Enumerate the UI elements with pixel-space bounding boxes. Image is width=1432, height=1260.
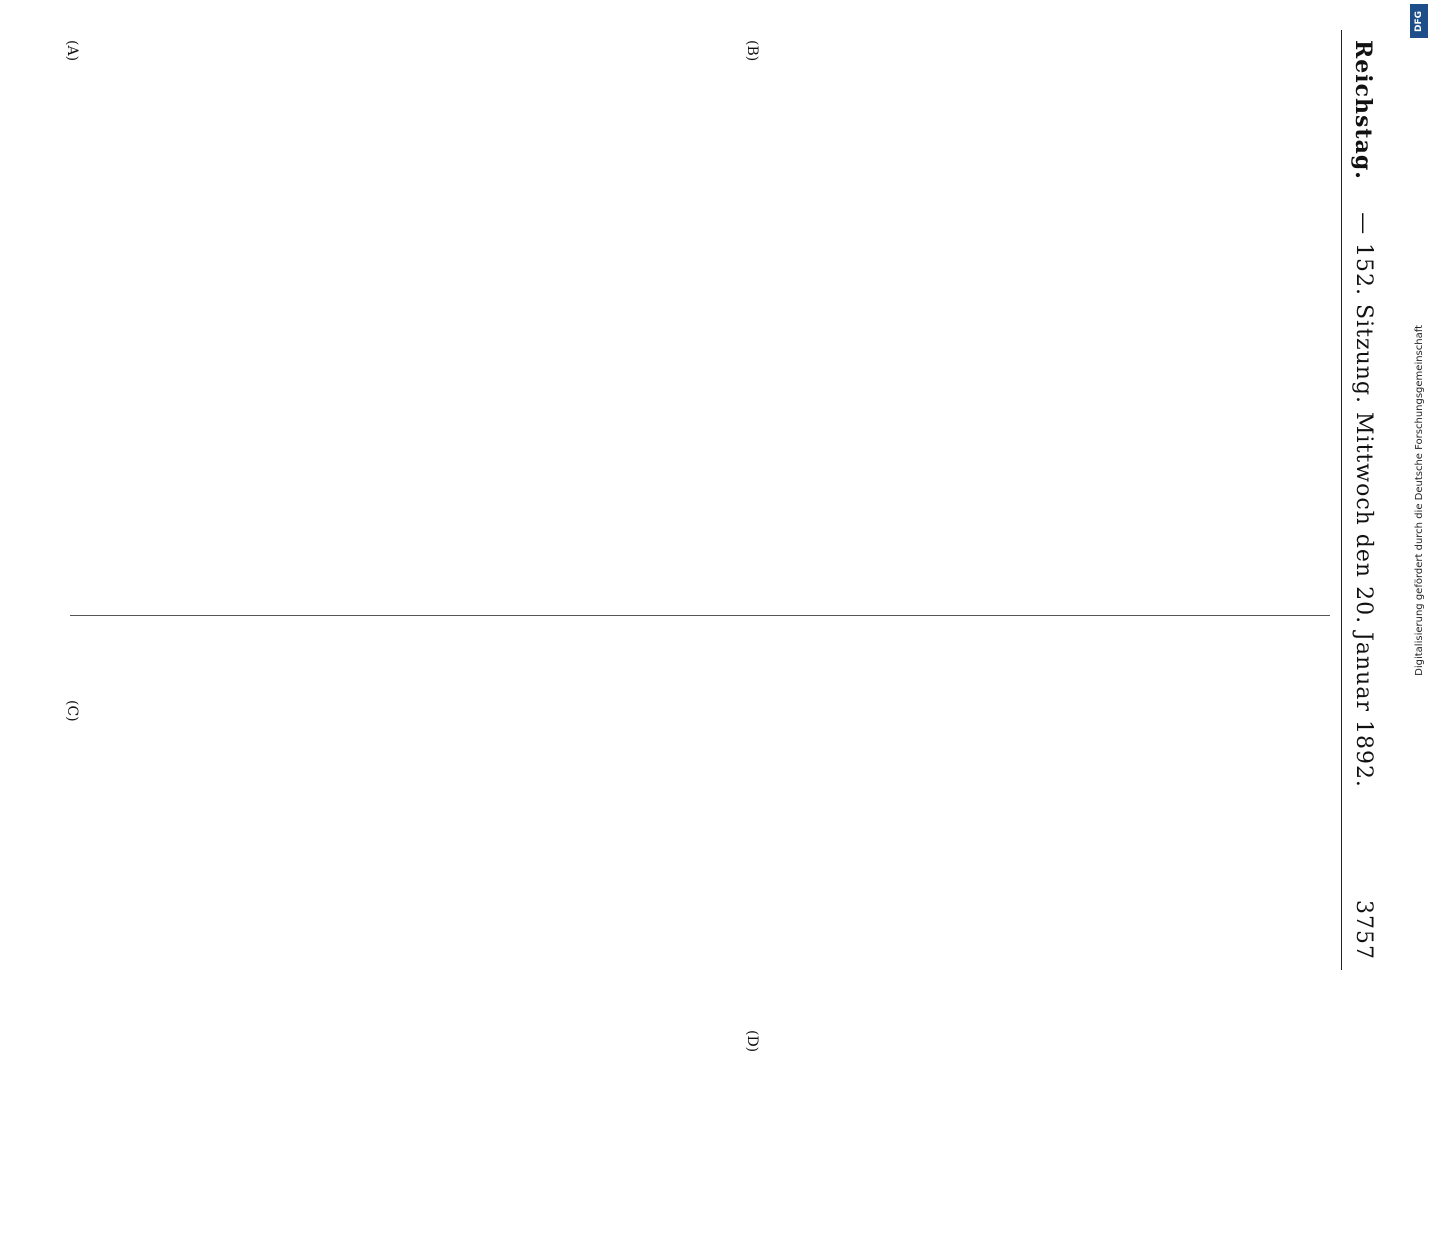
margin-marker-c: (C) (64, 700, 80, 722)
header-title: Reichstag. (1350, 40, 1376, 180)
margin-marker-b: (B) (744, 40, 760, 62)
column-left (70, 40, 1330, 600)
header-date: Mittwoch den 20. Januar 1892. (1351, 412, 1376, 788)
header-session: — 152. Sitzung. (1351, 212, 1376, 404)
page-number: 3757 (1351, 900, 1376, 960)
margin-marker-a: (A) (64, 40, 80, 62)
page-header (1341, 30, 1382, 970)
dfg-logo: DFG (1410, 4, 1428, 38)
column-right (70, 700, 1330, 1260)
header-session-date (1351, 30, 1376, 970)
dfg-credit-text: Digitalisierung gefördert durch die Deutsche Forschungsgemeinschaft (1413, 324, 1425, 676)
dfg-credit (1412, 20, 1426, 980)
newspaper-page (40, 0, 1400, 1053)
margin-marker-d: (D) (744, 1030, 760, 1053)
column-divider (70, 615, 1330, 616)
